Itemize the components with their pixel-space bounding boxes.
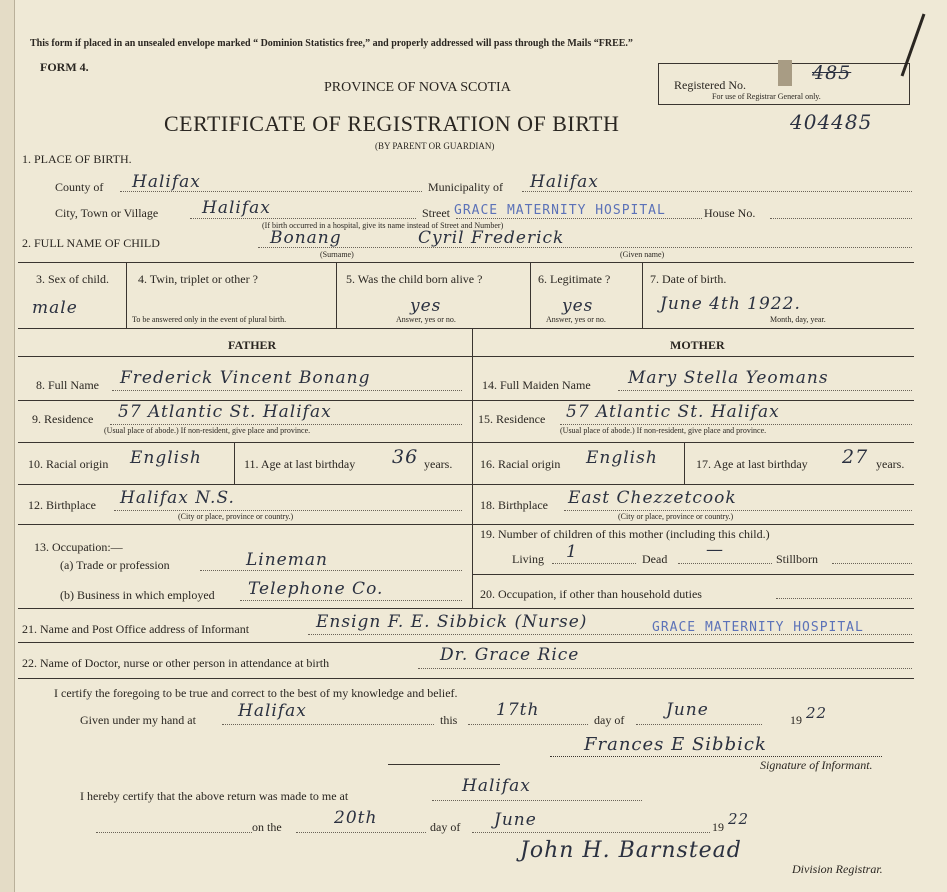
father-residence-caption: (Usual place of abode.) If non-resident, give place and province. (104, 426, 311, 435)
father-heading: FATHER (228, 338, 277, 352)
father-name-value: Frederick Vincent Bonang (120, 368, 371, 388)
mother-racial-label: 16. Racial origin (480, 457, 561, 471)
certify-dayof-label: day of (594, 713, 625, 727)
postal-notice: This form if placed in an unsealed envelope marked “ Dominion Statistics free,” and properly addressed will pass through the Mails “FREE.” (30, 38, 633, 49)
certify-year-value: 22 (806, 704, 828, 722)
dead-label: Dead (642, 552, 668, 566)
mother-racial-value: English (586, 448, 658, 468)
mother-residence-value: 57 Atlantic St. Halifax (566, 402, 780, 422)
mother-name-value: Mary Stella Yeomans (628, 368, 829, 388)
registrar-day-value: 20th (334, 808, 378, 828)
certificate-number: 404485 (790, 110, 873, 134)
certificate-title: CERTIFICATE OF REGISTRATION OF BIRTH (164, 111, 620, 136)
informant-signature-caption: Signature of Informant. (760, 758, 873, 772)
twin-label: 4. Twin, triplet or other ? (138, 272, 258, 286)
certify-statement: I certify the foregoing to be true and correct to the best of my knowledge and belief. (54, 686, 458, 700)
alive-caption: Answer, yes or no. (396, 315, 456, 324)
stillborn-label: Stillborn (776, 552, 819, 566)
dob-value: June 4th 1922. (660, 294, 801, 314)
legitimate-label: 6. Legitimate ? (538, 272, 611, 286)
father-birthplace-label: 12. Birthplace (28, 498, 96, 512)
mother-residence-label: 15. Residence (478, 412, 546, 426)
father-years: years. (424, 457, 453, 471)
county-value: Halifax (132, 172, 201, 192)
form-number: FORM 4. (40, 60, 89, 74)
street-label: Street (422, 206, 450, 220)
child-given-value: Cyril Frederick (418, 228, 565, 248)
mother-residence-caption: (Usual place of abode.) If non-resident, give place and province. (560, 426, 767, 435)
certificate-subtitle: (BY PARENT OR GUARDIAN) (375, 141, 495, 151)
living-label: Living (512, 552, 544, 566)
tick-mark-icon (880, 10, 930, 80)
registrar-signature: John H. Barnstead (520, 838, 742, 863)
mother-birthplace-caption: (City or place, province or country.) (618, 512, 734, 521)
registrar-on-label: on the (252, 820, 282, 834)
registered-label: Registered No. (674, 78, 746, 92)
registrar-caption: Division Registrar. (792, 862, 883, 876)
municipality-label: Municipality of (428, 180, 503, 194)
doctor-value: Dr. Grace Rice (440, 645, 580, 665)
street-stamp: GRACE MATERNITY HOSPITAL (454, 203, 666, 218)
father-birthplace-value: Halifax N.S. (120, 488, 235, 508)
registrar-month-value: June (494, 810, 537, 830)
county-label: County of (55, 180, 104, 194)
dead-value: — (706, 540, 724, 560)
city-value: Halifax (202, 198, 271, 218)
children-count-label: 19. Number of children of this mother (including this child.) (480, 527, 770, 541)
father-name-label: 8. Full Name (36, 378, 99, 392)
house-label: House No. (704, 206, 756, 220)
living-value: 1 (566, 542, 578, 562)
mother-birthplace-label: 18. Birthplace (480, 498, 548, 512)
registrar-dayof-label: day of (430, 820, 461, 834)
legitimate-value: yes (562, 296, 594, 316)
given-caption: (Given name) (620, 250, 665, 259)
mother-age-value: 27 (842, 446, 869, 468)
registrar-note: For use of Registrar General only. (712, 92, 821, 101)
city-label: City, Town or Village (55, 206, 159, 220)
mother-heading: MOTHER (670, 338, 725, 352)
dob-label: 7. Date of birth. (650, 272, 727, 286)
business-label: (b) Business in which employed (60, 588, 215, 602)
sex-value: male (32, 298, 78, 318)
sex-label: 3. Sex of child. (36, 272, 109, 286)
certify-year-prefix: 19 (790, 713, 802, 727)
alive-value: yes (410, 296, 442, 316)
surname-caption: (Surname) (320, 250, 354, 259)
registrar-year-prefix: 19 (712, 820, 724, 834)
certify-day-value: 17th (496, 700, 540, 720)
mother-age-label: 17. Age at last birthday (696, 457, 808, 471)
given-label: Given under my hand at (80, 713, 196, 727)
twin-note: To be answered only in the event of plural birth. (132, 315, 287, 324)
left-margin-strip (0, 0, 15, 892)
informant-stamp: GRACE MATERNITY HOSPITAL (652, 620, 864, 635)
trade-label: (a) Trade or profession (60, 558, 170, 572)
this-label: this (440, 713, 458, 727)
mother-occupation-label: 20. Occupation, if other than household duties (480, 587, 702, 601)
father-birthplace-caption: (City or place, province or country.) (178, 512, 294, 521)
dob-caption: Month, day, year. (770, 315, 826, 324)
hospital-note: (If birth occurred in a hospital, give its name instead of Street and Number) (262, 221, 504, 230)
mother-years: years. (876, 457, 905, 471)
father-residence-label: 9. Residence (32, 412, 94, 426)
father-racial-label: 10. Racial origin (28, 457, 109, 471)
ink-blot (778, 60, 792, 86)
informant-signature: Frances E Sibbick (584, 734, 767, 755)
child-name-label: 2. FULL NAME OF CHILD (22, 236, 160, 250)
mother-birthplace-value: East Chezzetcook (568, 488, 737, 508)
father-age-label: 11. Age at last birthday (244, 457, 356, 471)
doctor-label: 22. Name of Doctor, nurse or other person in attendance at birth (22, 656, 330, 670)
child-surname-value: Bonang (270, 228, 342, 248)
alive-label: 5. Was the child born alive ? (346, 272, 483, 286)
registrar-year-value: 22 (728, 810, 750, 828)
father-occupation-label: 13. Occupation:— (34, 540, 123, 554)
registrar-statement: I hereby certify that the above return was made to me at (80, 789, 349, 803)
business-value: Telephone Co. (248, 579, 384, 599)
registrar-place-value: Halifax (462, 776, 531, 796)
father-racial-value: English (130, 448, 202, 468)
place-of-birth-heading: 1. PLACE OF BIRTH. (22, 152, 132, 166)
informant-value: Ensign F. E. Sibbick (Nurse) (316, 612, 588, 632)
legitimate-caption: Answer, yes or no. (546, 315, 606, 324)
father-residence-value: 57 Atlantic St. Halifax (118, 402, 332, 422)
certify-month-value: June (666, 700, 709, 720)
province-heading: PROVINCE OF NOVA SCOTIA (324, 80, 511, 95)
father-age-value: 36 (392, 446, 419, 468)
certify-place-value: Halifax (238, 701, 307, 721)
mother-name-label: 14. Full Maiden Name (482, 378, 591, 392)
trade-value: Lineman (246, 550, 328, 570)
separator-line (388, 764, 500, 765)
municipality-value: Halifax (530, 172, 599, 192)
informant-label: 21. Name and Post Office address of Informant (22, 622, 250, 636)
registered-number-value: 485 (812, 62, 852, 84)
